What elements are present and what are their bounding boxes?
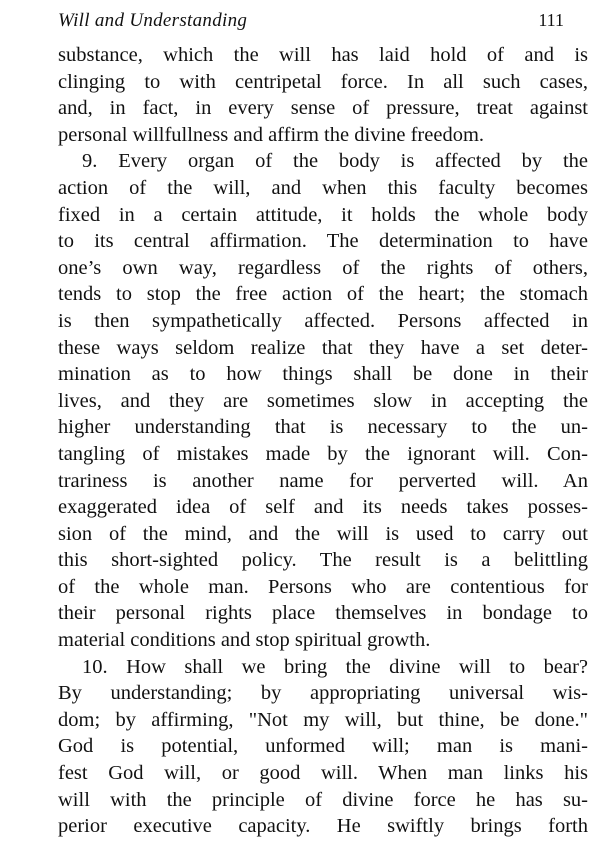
text-line: tangling of mistakes made by the ignorant will. Con- xyxy=(58,442,588,465)
text-line: fixed in a certain attitude, it holds the whole body xyxy=(58,203,588,226)
text-line: one’s own way, regardless of the rights of others, xyxy=(58,256,588,279)
text-line: By understanding; by appropriating universal wis- xyxy=(58,682,588,705)
text-line: their personal rights place themselves in bondage to xyxy=(58,602,588,625)
body-text xyxy=(58,42,588,840)
text-line: these ways seldom realize that they have a set deter- xyxy=(58,336,588,359)
text-line: to its central affirmation. The determination to have xyxy=(58,230,588,253)
text-line: personal willfullness and affirm the divine freedom. xyxy=(58,123,485,146)
text-line: perior executive capacity. He swiftly brings forth xyxy=(58,815,588,838)
text-line: will with the principle of divine force he has su- xyxy=(58,788,588,811)
text-line: dom; by affirming, "Not my will, but thine, be done." xyxy=(58,708,588,731)
text-line: trariness is another name for perverted will. An xyxy=(58,469,588,492)
text-line: tends to stop the free action of the heart; the stomach xyxy=(58,283,588,306)
text-line: lives, and they are sometimes slow in accepting the xyxy=(58,389,588,412)
text-line: of the whole man. Persons who are contentious for xyxy=(58,575,588,598)
text-line: sion of the mind, and the will is used to carry out xyxy=(58,522,588,545)
running-title: Will and Understanding xyxy=(58,10,248,31)
text-line: God is potential, unformed will; man is mani- xyxy=(58,735,588,758)
text-line: mination as to how things shall be done in their xyxy=(58,363,588,386)
text-line: and, in fact, in every sense of pressure, treat against xyxy=(58,97,588,120)
paragraph-start-line: 9. Every organ of the body is affected by the xyxy=(82,150,588,173)
text-line: this short-sighted policy. The result is a belittling xyxy=(58,549,588,572)
paragraph-start-line: 10. How shall we bring the divine will to bear? xyxy=(82,655,588,678)
text-line: clinging to with centripetal force. In all such cases, xyxy=(58,70,588,93)
text-line: is then sympathetically affected. Persons affected in xyxy=(58,309,588,332)
text-line: higher understanding that is necessary to the un- xyxy=(58,416,588,439)
page-number: 111 xyxy=(538,10,564,30)
text-line: exaggerated idea of self and its needs takes posses- xyxy=(58,496,588,519)
text-line: substance, which the will has laid hold of and is xyxy=(58,44,588,66)
text-line: action of the will, and when this faculty becomes xyxy=(58,176,588,199)
text-line: material conditions and stop spiritual growth. xyxy=(58,629,431,652)
text-line: fest God will, or good will. When man links his xyxy=(58,762,588,785)
